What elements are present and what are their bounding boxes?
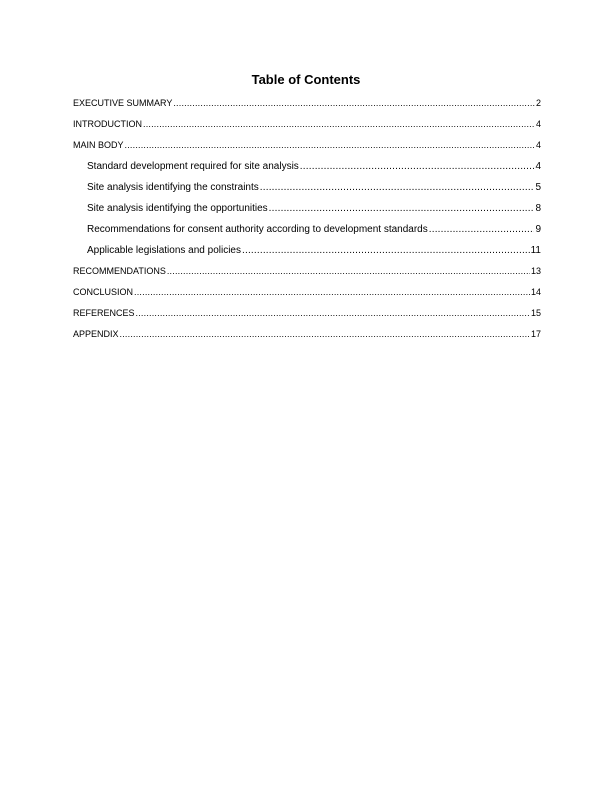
toc-entry-site-constraints[interactable] [73,182,541,203]
toc-dot-leader [269,203,535,214]
toc-dot-leader [120,329,530,339]
toc-entry-label: CONCLUSION [73,287,134,297]
table-of-contents [73,98,541,350]
toc-dot-leader [167,266,530,276]
toc-entry-conclusion[interactable] [73,287,541,308]
toc-entry-label: INTRODUCTION [73,119,142,129]
toc-entry-label: MAIN BODY [73,140,124,150]
toc-page-number: 8 [535,203,541,214]
toc-dot-leader [242,245,530,256]
toc-title: Table of Contents [251,72,361,87]
toc-dot-leader [300,161,535,172]
toc-dot-leader [429,224,535,235]
toc-dot-leader [173,98,535,108]
toc-page-number: 5 [535,182,541,193]
toc-entry-label: Recommendations for consent authority according to development standards [87,224,428,235]
toc-entry-main-body[interactable] [73,140,541,161]
toc-entry-label: APPENDIX [73,329,119,339]
toc-entry-label: Standard development required for site analysis [87,161,299,172]
toc-page-number: 14 [530,287,541,297]
toc-entry-appendix[interactable] [73,329,541,350]
toc-page-number: 15 [530,308,541,318]
toc-entry-introduction[interactable] [73,119,541,140]
toc-entry-label: Site analysis identifying the opportunities [87,203,268,214]
toc-page-number: 4 [535,140,541,150]
toc-dot-leader [136,308,530,318]
toc-dot-leader [125,140,535,150]
toc-entry-label: Site analysis identifying the constraints [87,182,259,193]
toc-entry-executive-summary[interactable] [73,98,541,119]
toc-entry-site-opportunities[interactable] [73,203,541,224]
toc-dot-leader [260,182,535,193]
toc-page-number: 13 [530,266,541,276]
toc-entry-recommendations[interactable] [73,266,541,287]
toc-entry-label: REFERENCES [73,308,135,318]
toc-entry-references[interactable] [73,308,541,329]
toc-entry-recommendations-consent[interactable] [73,224,541,245]
toc-entry-label: Applicable legislations and policies [87,245,241,256]
toc-dot-leader [134,287,530,297]
toc-dot-leader [143,119,535,129]
toc-page-number: 9 [535,224,541,235]
toc-page-number: 2 [535,98,541,108]
toc-page-number: 4 [535,119,541,129]
toc-entry-standard-development[interactable] [73,161,541,182]
toc-entry-label: RECOMMENDATIONS [73,266,166,276]
toc-page-number: 11 [530,245,541,256]
toc-page-number: 17 [530,329,541,339]
toc-page-number: 4 [535,161,541,172]
toc-entry-legislations-policies[interactable] [73,245,541,266]
toc-entry-label: EXECUTIVE SUMMARY [73,98,173,108]
